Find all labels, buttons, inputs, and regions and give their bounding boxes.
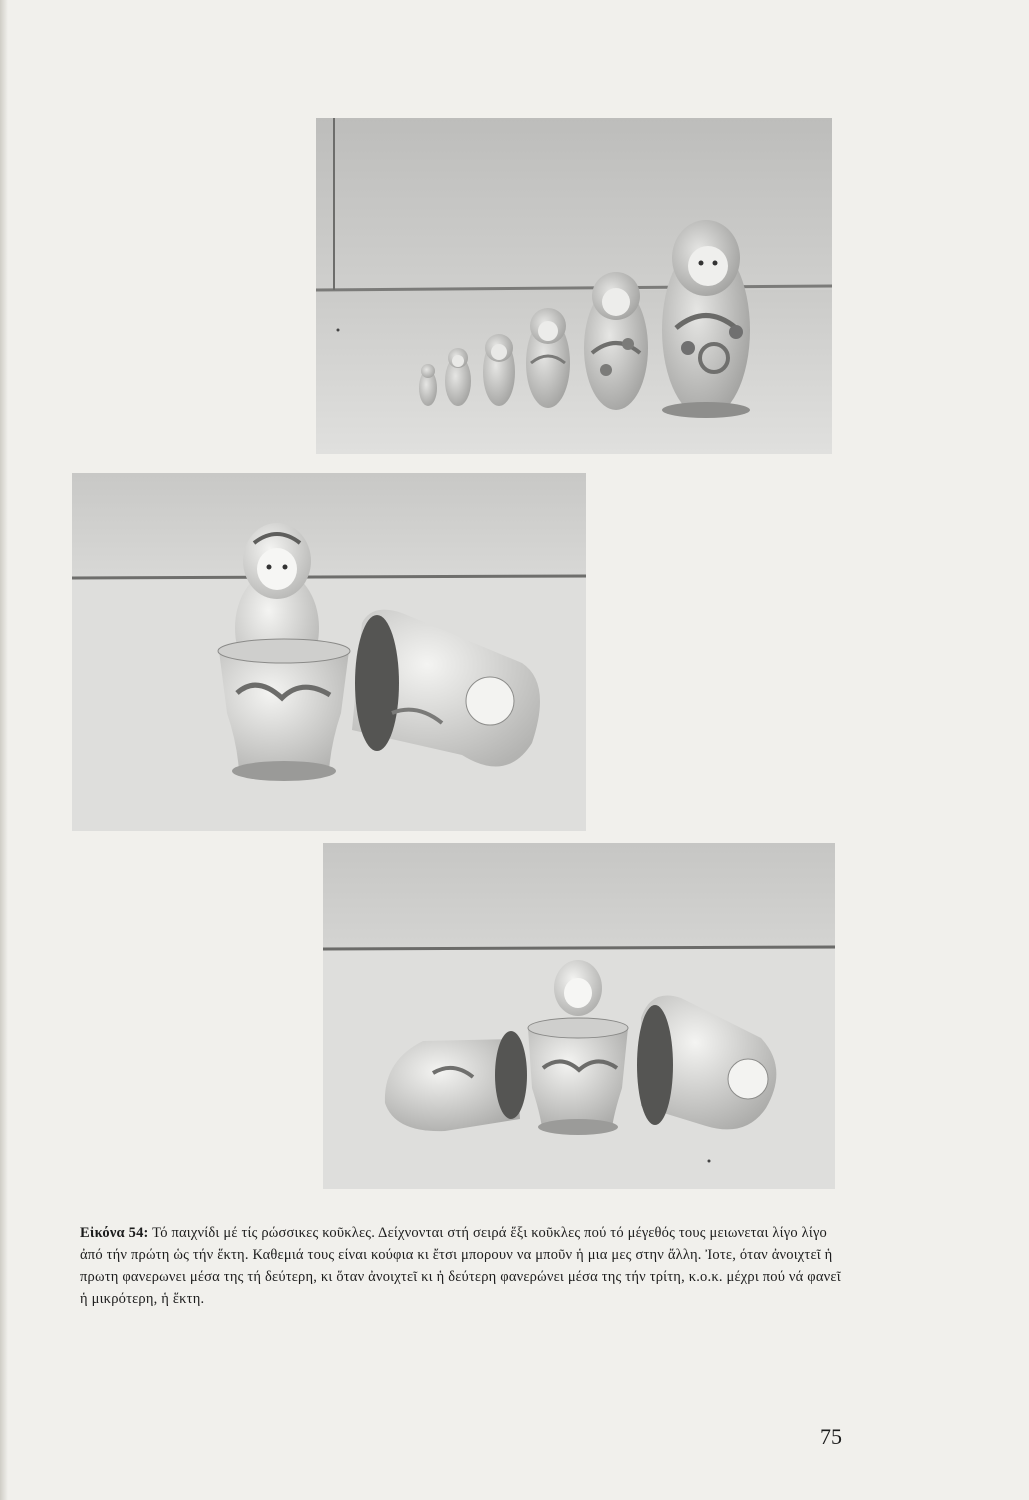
- page-number: 75: [820, 1424, 842, 1449]
- caption-text: Τό παιχνίδι μέ τίς ρώσσικες κοῦκλες. Δείχνονται στή σειρά ἕξι κοῦκλες πού τό μέγεθός τους μειωνεται λίγο λίγο ἀπό τήν πρώτη ὡς τήν ἕκτη. Καθεμιά τους είναι κούφια κι ἔτσι μπορουν να μποῦν ἡ μια μες στην ἄλλη. Ἰοτε, όταν ἀνοιχτεῖ ἡ πρωτη φανερωνει μέσα της τή δεύτερη, κι ὅταν ἀνοιχτεῖ κι ἡ δεύτερη φανερώνει μέσα της τήν τρίτη, κ.ο.κ. μέχρι πού νά φανεῖ ἡ μικρότερη, ἡ ἕκτη.: [80, 1225, 841, 1307]
- doll-4: [483, 334, 515, 406]
- page-edge: [0, 0, 8, 1500]
- photo-doll-opened: [72, 473, 586, 831]
- doll-6: [419, 364, 437, 406]
- caption-label: Εἰκόνα 54:: [80, 1225, 149, 1241]
- doll-5: [445, 348, 471, 406]
- doll-3: [526, 308, 570, 408]
- photo-doll-parts: [323, 843, 835, 1189]
- figure-caption: [80, 1222, 850, 1310]
- doll-1: [662, 220, 750, 418]
- photo-dolls-row: [316, 118, 832, 454]
- doll-2: [584, 272, 648, 410]
